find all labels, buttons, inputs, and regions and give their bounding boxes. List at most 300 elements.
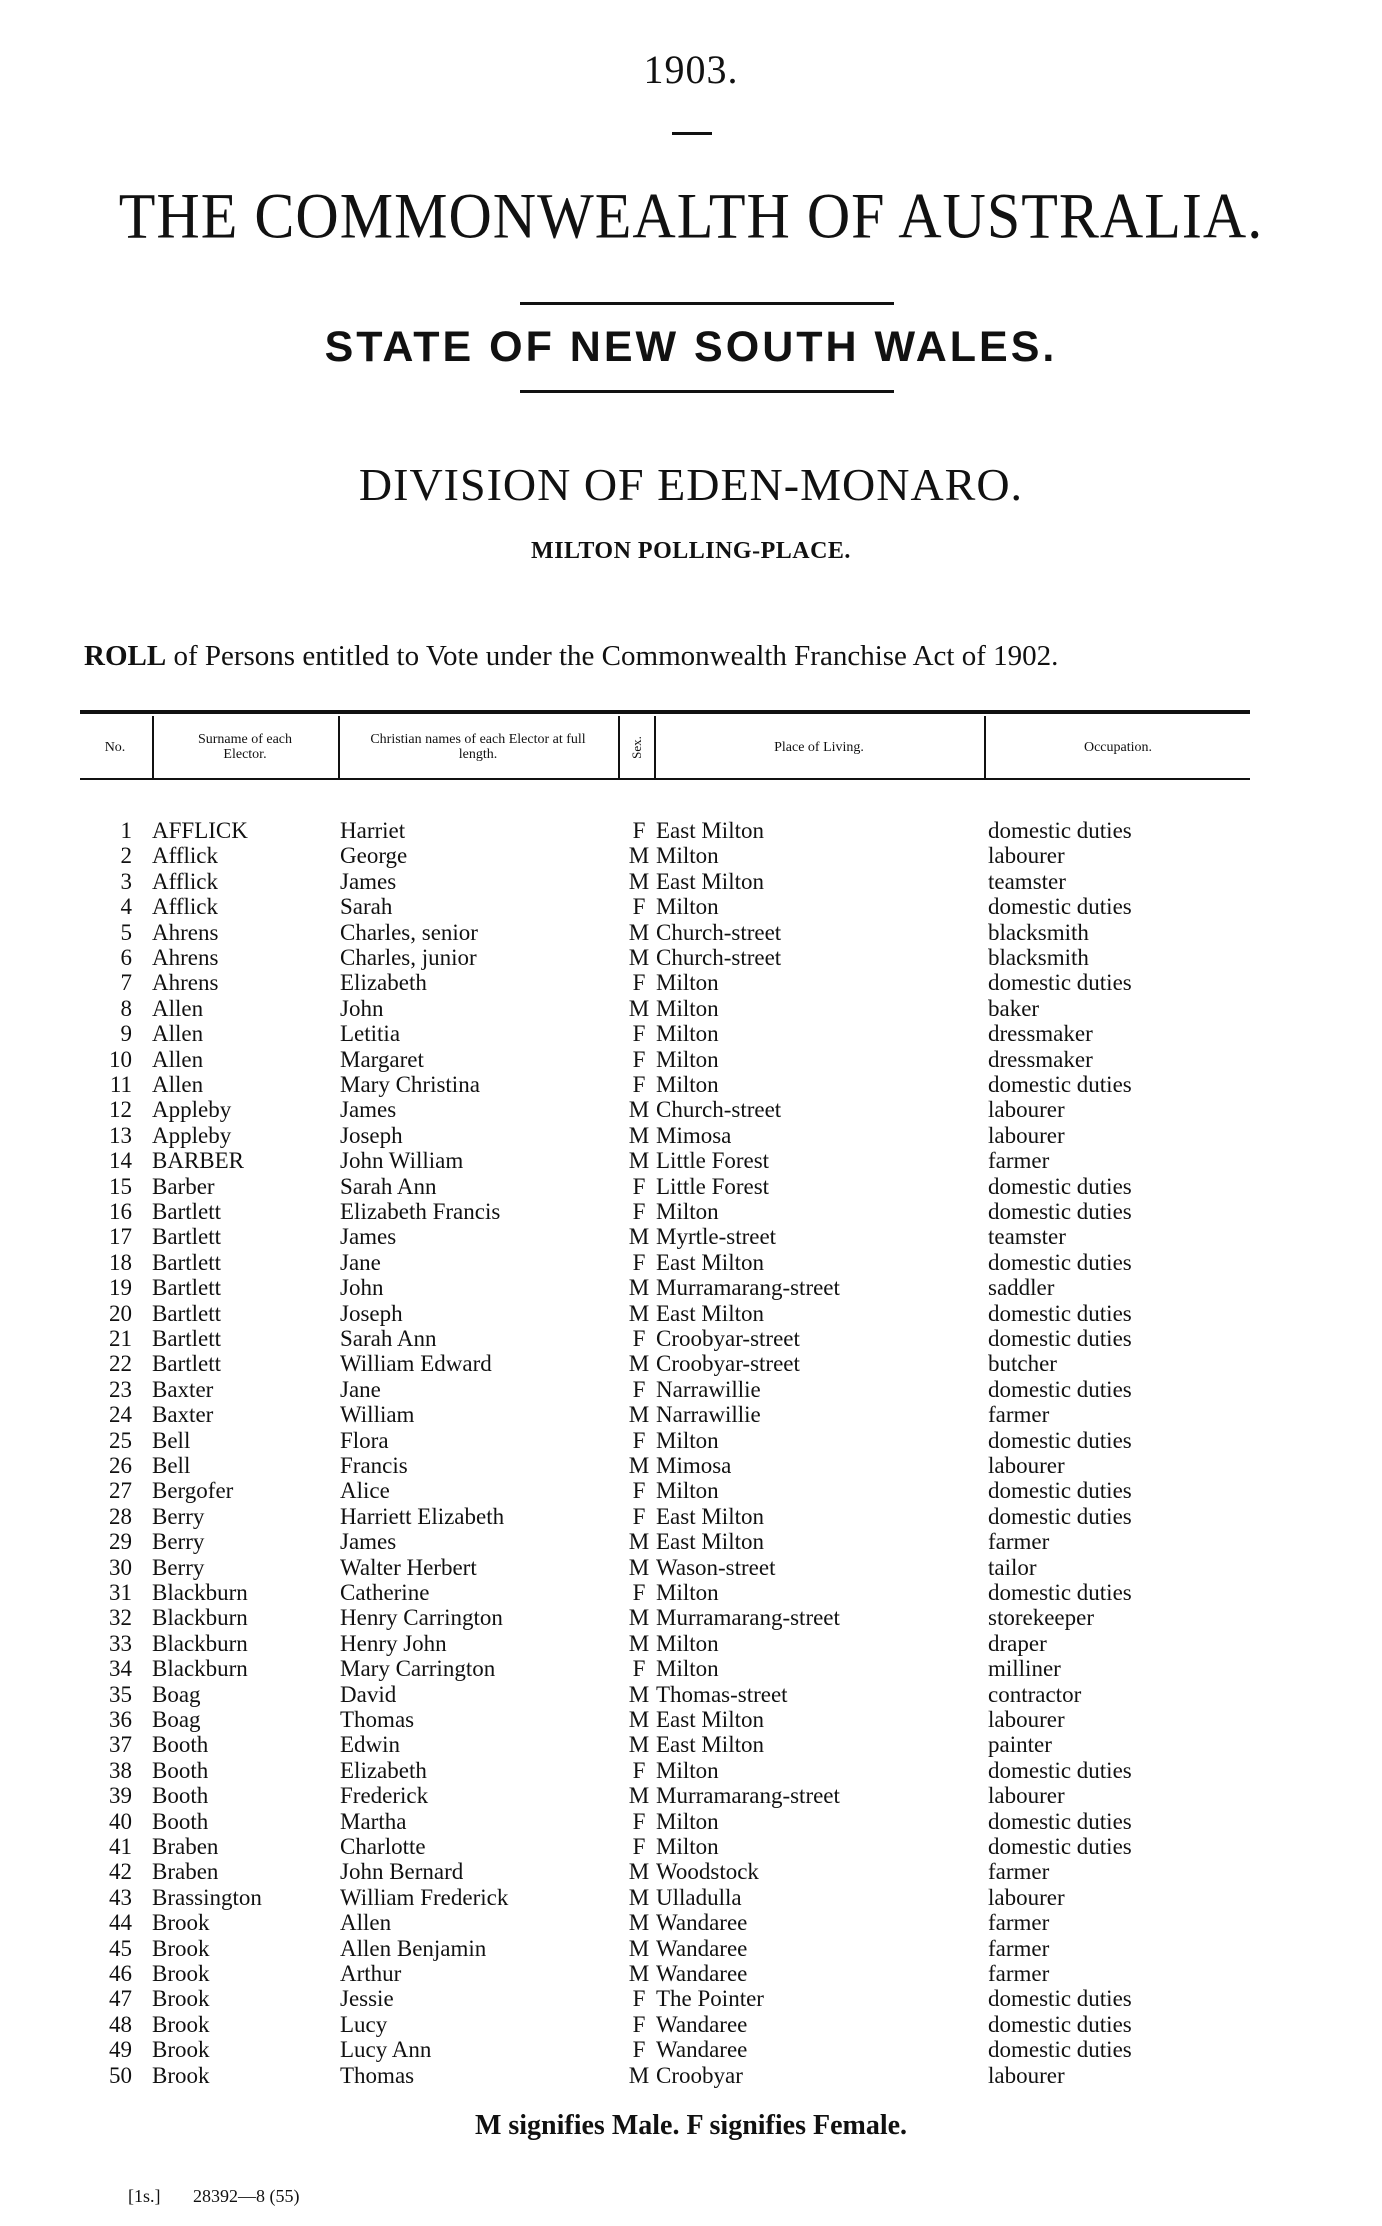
elector-christian-names: Harriett Elizabeth <box>340 1503 505 1529</box>
elector-christian-names: Mary Christina <box>340 1072 480 1097</box>
elector-occupation: labourer <box>988 1097 1065 1123</box>
table-row <box>0 1250 1382 1275</box>
elector-christian-names: Lucy Ann <box>340 2037 432 2063</box>
elector-sex: M <box>628 1884 650 1910</box>
elector-place-of-living: Wandaree <box>656 1910 748 1936</box>
elector-surname: Booth <box>152 1732 209 1758</box>
elector-surname: Brook <box>152 1910 210 1936</box>
table-header <box>80 716 1250 778</box>
elector-sex: M <box>628 1961 650 1986</box>
elector-occupation: domestic duties <box>988 970 1132 996</box>
column-header-no: No. <box>104 739 126 755</box>
elector-christian-names: John Bernard <box>340 1859 464 1885</box>
elector-christian-names: Allen <box>340 1910 392 1936</box>
column-divider <box>338 716 340 778</box>
elector-surname: Allen <box>152 1072 204 1097</box>
elector-sex: F <box>632 1046 646 1072</box>
elector-surname: Afflick <box>152 868 219 894</box>
elector-number: 6 <box>120 945 132 970</box>
elector-christian-names: James <box>340 1097 397 1123</box>
elector-number: 19 <box>109 1275 132 1301</box>
table-row <box>0 1758 1382 1783</box>
table-row <box>0 1453 1382 1478</box>
elector-sex: F <box>632 894 646 920</box>
elector-sex: M <box>628 843 650 869</box>
elector-christian-names: Harriet <box>340 818 406 843</box>
elector-surname: Bartlett <box>152 1224 221 1250</box>
table-row <box>0 1224 1382 1249</box>
elector-surname: Blackburn <box>152 1605 248 1631</box>
table-row <box>0 1809 1382 1834</box>
elector-place-of-living: Murramarang-street <box>656 1783 840 1809</box>
elector-christian-names: Charles, senior <box>340 919 478 945</box>
elector-sex: M <box>628 1097 650 1123</box>
elector-place-of-living: Mimosa <box>656 1122 732 1148</box>
elector-sex: M <box>628 1910 650 1936</box>
elector-sex: M <box>628 945 650 970</box>
sex-legend: M signifies Male. F signifies Female. <box>474 2110 908 2141</box>
elector-sex: M <box>628 1300 650 1326</box>
elector-number: 46 <box>109 1961 132 1986</box>
elector-christian-names: Joseph <box>340 1122 403 1148</box>
elector-christian-names: David <box>340 1681 397 1707</box>
elector-place-of-living: Wandaree <box>656 1935 748 1961</box>
elector-sex: M <box>628 1681 650 1707</box>
elector-occupation: domestic duties <box>988 1580 1132 1605</box>
elector-surname: Bartlett <box>152 1199 221 1224</box>
elector-occupation: domestic duties <box>988 2011 1132 2037</box>
elector-occupation: farmer <box>988 1910 1050 1936</box>
elector-christian-names: Margaret <box>340 1046 424 1072</box>
elector-christian-names: Charlotte <box>340 1834 426 1859</box>
elector-christian-names: Letitia <box>340 1021 401 1047</box>
polling-place-heading: MILTON POLLING-PLACE. <box>531 538 851 564</box>
elector-place-of-living: Little Forest <box>656 1173 770 1199</box>
elector-surname: BARBER <box>152 1148 245 1174</box>
elector-place-of-living: East Milton <box>656 818 764 843</box>
elector-occupation: farmer <box>988 1961 1050 1986</box>
elector-christian-names: William <box>340 1402 415 1428</box>
elector-christian-names: Martha <box>340 1808 407 1834</box>
elector-occupation: domestic duties <box>988 1834 1132 1859</box>
table-row <box>0 843 1382 868</box>
elector-surname: Booth <box>152 1808 209 1834</box>
column-header-place: Place of Living. <box>774 739 864 755</box>
elector-surname: Berry <box>152 1503 205 1529</box>
elector-sex: F <box>632 1986 646 2012</box>
elector-place-of-living: Milton <box>656 894 719 920</box>
elector-christian-names: James <box>340 1224 397 1250</box>
column-divider <box>152 716 154 778</box>
elector-surname: Barber <box>152 1173 215 1199</box>
elector-surname: Blackburn <box>152 1656 248 1682</box>
elector-christian-names: Jane <box>340 1376 381 1402</box>
elector-occupation: farmer <box>988 1935 1050 1961</box>
elector-number: 2 <box>120 843 132 869</box>
elector-sex: F <box>632 1656 646 1682</box>
elector-place-of-living: Murramarang-street <box>656 1605 840 1631</box>
elector-christian-names: John <box>340 1275 384 1301</box>
elector-sex: F <box>632 1808 646 1834</box>
table-row <box>0 920 1382 945</box>
column-header-surname: Surname of each Elector. <box>197 732 293 762</box>
elector-number: 34 <box>109 1656 132 1682</box>
table-row <box>0 945 1382 970</box>
state-heading: STATE OF NEW SOUTH WALES. <box>324 323 1058 371</box>
year: 1903. <box>643 47 739 92</box>
elector-surname: Brook <box>152 1935 210 1961</box>
elector-sex: F <box>632 1757 646 1783</box>
elector-surname: Berry <box>152 1529 205 1555</box>
elector-place-of-living: East Milton <box>656 1529 764 1555</box>
elector-sex: F <box>632 1503 646 1529</box>
elector-place-of-living: Thomas-street <box>656 1681 788 1707</box>
elector-surname: Ahrens <box>152 970 219 996</box>
elector-sex: M <box>628 1707 650 1732</box>
elector-place-of-living: Milton <box>656 1834 719 1859</box>
elector-christian-names: Henry John <box>340 1630 447 1656</box>
elector-number: 43 <box>109 1884 132 1910</box>
elector-occupation: domestic duties <box>988 1376 1132 1402</box>
elector-surname: Afflick <box>152 894 219 920</box>
elector-place-of-living: Milton <box>656 1021 719 1047</box>
table-row <box>0 1961 1382 1986</box>
elector-number: 23 <box>109 1376 132 1402</box>
elector-place-of-living: Narrawillie <box>656 1376 761 1402</box>
table-row <box>0 1377 1382 1402</box>
elector-surname: Allen <box>152 1046 204 1072</box>
elector-number: 30 <box>109 1554 132 1580</box>
elector-occupation: farmer <box>988 1402 1050 1428</box>
elector-place-of-living: Milton <box>656 1757 719 1783</box>
elector-occupation: teamster <box>988 868 1066 894</box>
elector-number: 27 <box>109 1478 132 1504</box>
table-row <box>0 1275 1382 1300</box>
elector-christian-names: John <box>340 995 384 1021</box>
elector-occupation: domestic duties <box>988 1427 1132 1453</box>
table-row <box>0 1910 1382 1935</box>
elector-number: 33 <box>109 1630 132 1656</box>
column-divider <box>984 716 986 778</box>
elector-christian-names: Elizabeth Francis <box>340 1199 501 1224</box>
elector-occupation: labourer <box>988 2062 1065 2088</box>
rule-under-year <box>672 132 712 135</box>
elector-surname: Bartlett <box>152 1275 221 1301</box>
elector-surname: Appleby <box>152 1097 232 1123</box>
elector-sex: F <box>632 1376 646 1402</box>
table-row <box>0 1707 1382 1732</box>
elector-christian-names: James <box>340 1529 397 1555</box>
column-divider <box>618 716 620 778</box>
table-row <box>0 1174 1382 1199</box>
elector-place-of-living: Croobyar-street <box>656 1326 800 1351</box>
elector-surname: Bartlett <box>152 1351 221 1377</box>
elector-sex: M <box>628 995 650 1021</box>
elector-place-of-living: Milton <box>656 970 719 996</box>
printer-footer <box>128 2186 328 2207</box>
elector-christian-names: Jane <box>340 1249 381 1275</box>
elector-place-of-living: East Milton <box>656 1249 764 1275</box>
elector-christian-names: William Edward <box>340 1351 492 1377</box>
elector-sex: F <box>632 1249 646 1275</box>
elector-occupation: domestic duties <box>988 1986 1132 2012</box>
elector-christian-names: Francis <box>340 1453 408 1478</box>
elector-sex: M <box>628 1529 650 1555</box>
elector-occupation: domestic duties <box>988 1300 1132 1326</box>
elector-place-of-living: Milton <box>656 1656 719 1682</box>
elector-place-of-living: Little Forest <box>656 1148 770 1174</box>
elector-christian-names: Arthur <box>340 1961 402 1986</box>
elector-number: 13 <box>109 1122 132 1148</box>
elector-sex: M <box>628 1935 650 1961</box>
document-title: THE COMMONWEALTH OF AUSTRALIA. <box>118 180 1264 252</box>
table-row <box>0 1656 1382 1681</box>
table-row <box>0 1631 1382 1656</box>
table-row <box>0 996 1382 1021</box>
table-row <box>0 869 1382 894</box>
table-row <box>0 1936 1382 1961</box>
elector-occupation: contractor <box>988 1681 1082 1707</box>
elector-occupation: milliner <box>988 1656 1061 1682</box>
elector-sex: M <box>628 1402 650 1428</box>
elector-place-of-living: Milton <box>656 1808 719 1834</box>
elector-surname: Brook <box>152 2011 210 2037</box>
elector-surname: Bartlett <box>152 1249 221 1275</box>
elector-number: 36 <box>109 1707 132 1732</box>
elector-number: 28 <box>109 1503 132 1529</box>
elector-surname: Ahrens <box>152 945 219 970</box>
elector-sex: F <box>632 1580 646 1605</box>
elector-number: 9 <box>120 1021 132 1047</box>
table-row <box>0 1555 1382 1580</box>
elector-occupation: labourer <box>988 1783 1065 1809</box>
elector-number: 16 <box>109 1199 132 1224</box>
elector-sex: M <box>628 1351 650 1377</box>
elector-occupation: domestic duties <box>988 1326 1132 1351</box>
elector-number: 41 <box>109 1834 132 1859</box>
elector-place-of-living: Milton <box>656 843 719 869</box>
elector-number: 40 <box>109 1808 132 1834</box>
table-header-bottom-rule <box>80 778 1250 780</box>
table-row <box>0 1986 1382 2011</box>
elector-place-of-living: Wandaree <box>656 2011 748 2037</box>
table-row <box>0 970 1382 995</box>
elector-surname: Brook <box>152 2062 210 2088</box>
elector-surname: Blackburn <box>152 1580 248 1605</box>
elector-sex: M <box>628 1122 650 1148</box>
elector-surname: Appleby <box>152 1122 232 1148</box>
table-row <box>0 1402 1382 1427</box>
elector-surname: Boag <box>152 1681 201 1707</box>
elector-occupation: domestic duties <box>988 894 1132 920</box>
elector-number: 4 <box>120 894 132 920</box>
elector-surname: Allen <box>152 1021 204 1047</box>
elector-number: 17 <box>109 1224 132 1250</box>
table-row <box>0 1783 1382 1808</box>
table-row <box>0 1097 1382 1122</box>
elector-sex: M <box>628 1732 650 1758</box>
elector-christian-names: Mary Carrington <box>340 1656 496 1682</box>
elector-number: 39 <box>109 1783 132 1809</box>
table-row <box>0 1580 1382 1605</box>
elector-sex: F <box>632 818 646 843</box>
elector-occupation: domestic duties <box>988 1249 1132 1275</box>
elector-sex: M <box>628 1275 650 1301</box>
table-row <box>0 1148 1382 1173</box>
elector-number: 32 <box>109 1605 132 1631</box>
elector-number: 15 <box>109 1173 132 1199</box>
elector-place-of-living: Wandaree <box>656 2037 748 2063</box>
elector-surname: Boag <box>152 1707 201 1732</box>
column-header-christian-names: Christian names of each Elector at full length. <box>370 732 586 762</box>
elector-christian-names: Catherine <box>340 1580 430 1605</box>
elector-occupation: painter <box>988 1732 1052 1758</box>
elector-sex: M <box>628 1605 650 1631</box>
table-row <box>0 2012 1382 2037</box>
elector-number: 47 <box>109 1986 132 2012</box>
elector-number: 37 <box>109 1732 132 1758</box>
elector-surname: Baxter <box>152 1376 214 1402</box>
elector-christian-names: Edwin <box>340 1732 401 1758</box>
elector-surname: Baxter <box>152 1402 214 1428</box>
elector-surname: Braben <box>152 1834 219 1859</box>
elector-occupation: dressmaker <box>988 1046 1093 1072</box>
elector-place-of-living: Mimosa <box>656 1453 732 1478</box>
elector-christian-names: Sarah Ann <box>340 1326 437 1351</box>
elector-surname: Brook <box>152 1961 210 1986</box>
table-row <box>0 1859 1382 1884</box>
elector-place-of-living: Milton <box>656 1199 719 1224</box>
elector-number: 50 <box>109 2062 132 2088</box>
elector-occupation: blacksmith <box>988 919 1089 945</box>
elector-occupation: farmer <box>988 1148 1050 1174</box>
elector-christian-names: Walter Herbert <box>340 1554 477 1580</box>
elector-number: 1 <box>120 818 132 843</box>
elector-number: 12 <box>109 1097 132 1123</box>
elector-sex: M <box>628 1224 650 1250</box>
elector-occupation: saddler <box>988 1275 1055 1301</box>
elector-place-of-living: Milton <box>656 995 719 1021</box>
division-heading: DIVISION OF EDEN-MONARO. <box>358 459 1024 510</box>
elector-occupation: domestic duties <box>988 1478 1132 1504</box>
elector-place-of-living: Milton <box>656 1630 719 1656</box>
table-row <box>0 1428 1382 1453</box>
elector-christian-names: Alice <box>340 1478 390 1504</box>
elector-place-of-living: Church-street <box>656 919 782 945</box>
table-row <box>0 1123 1382 1148</box>
elector-christian-names: Allen Benjamin <box>340 1935 487 1961</box>
elector-number: 29 <box>109 1529 132 1555</box>
column-header-sex: Sex. <box>628 735 644 759</box>
table-row <box>0 1885 1382 1910</box>
elector-occupation: labourer <box>988 1707 1065 1732</box>
elector-occupation: dressmaker <box>988 1021 1093 1047</box>
elector-place-of-living: Milton <box>656 1046 719 1072</box>
elector-number: 48 <box>109 2011 132 2037</box>
elector-christian-names: Jessie <box>340 1986 394 2012</box>
elector-occupation: farmer <box>988 1529 1050 1555</box>
elector-place-of-living: Croobyar <box>656 2062 743 2088</box>
elector-christian-names: Thomas <box>340 2062 415 2088</box>
elector-number: 49 <box>109 2037 132 2063</box>
elector-place-of-living: Woodstock <box>656 1859 759 1885</box>
elector-sex: F <box>632 1427 646 1453</box>
elector-place-of-living: East Milton <box>656 868 764 894</box>
elector-christian-names: George <box>340 843 408 869</box>
elector-occupation: domestic duties <box>988 1808 1132 1834</box>
table-row <box>0 1072 1382 1097</box>
elector-place-of-living: Milton <box>656 1478 719 1504</box>
table-row <box>0 894 1382 919</box>
elector-surname: Allen <box>152 995 204 1021</box>
elector-number: 26 <box>109 1453 132 1478</box>
elector-occupation: domestic duties <box>988 1173 1132 1199</box>
elector-occupation: labourer <box>988 1453 1065 1478</box>
elector-surname: AFFLICK <box>152 818 248 843</box>
elector-number: 7 <box>120 970 132 996</box>
elector-christian-names: Henry Carrington <box>340 1605 503 1631</box>
table-row <box>0 1504 1382 1529</box>
elector-christian-names: Lucy <box>340 2011 388 2037</box>
elector-sex: M <box>628 2062 650 2088</box>
elector-place-of-living: East Milton <box>656 1707 764 1732</box>
elector-place-of-living: Ulladulla <box>656 1884 742 1910</box>
elector-occupation: baker <box>988 995 1040 1021</box>
elector-christian-names: James <box>340 868 397 894</box>
rule-above-state <box>520 302 894 305</box>
elector-christian-names: Flora <box>340 1427 389 1453</box>
elector-occupation: blacksmith <box>988 945 1089 970</box>
elector-occupation: butcher <box>988 1351 1057 1377</box>
elector-number: 10 <box>109 1046 132 1072</box>
elector-place-of-living: Murramarang-street <box>656 1275 840 1301</box>
table-row <box>0 1478 1382 1503</box>
elector-surname: Booth <box>152 1757 209 1783</box>
elector-surname: Blackburn <box>152 1630 248 1656</box>
elector-sex: F <box>632 1173 646 1199</box>
elector-occupation: storekeeper <box>988 1605 1094 1631</box>
elector-place-of-living: Milton <box>656 1072 719 1097</box>
elector-place-of-living: The Pointer <box>656 1986 764 2012</box>
footer-price: [1s.] <box>128 2186 161 2206</box>
elector-number: 25 <box>109 1427 132 1453</box>
elector-place-of-living: East Milton <box>656 1300 764 1326</box>
elector-sex: M <box>628 1630 650 1656</box>
table-row <box>0 1326 1382 1351</box>
elector-place-of-living: East Milton <box>656 1732 764 1758</box>
elector-number: 24 <box>109 1402 132 1428</box>
elector-occupation: tailor <box>988 1554 1037 1580</box>
elector-sex: F <box>632 2037 646 2063</box>
elector-surname: Bartlett <box>152 1326 221 1351</box>
elector-sex: F <box>632 1072 646 1097</box>
elector-occupation: farmer <box>988 1859 1050 1885</box>
elector-christian-names: Elizabeth <box>340 1757 427 1783</box>
elector-occupation: labourer <box>988 1884 1065 1910</box>
elector-number: 21 <box>109 1326 132 1351</box>
elector-christian-names: Sarah Ann <box>340 1173 437 1199</box>
table-row <box>0 1047 1382 1072</box>
elector-place-of-living: Wason-street <box>656 1554 776 1580</box>
elector-occupation: domestic duties <box>988 818 1132 843</box>
elector-occupation: domestic duties <box>988 1503 1132 1529</box>
table-row <box>0 1301 1382 1326</box>
elector-number: 45 <box>109 1935 132 1961</box>
roll-heading-text: of Persons entitled to Vote under the Commonwealth Franchise Act of 1902. <box>166 640 1059 672</box>
elector-place-of-living: Narrawillie <box>656 1402 761 1428</box>
elector-sex: M <box>628 1453 650 1478</box>
elector-sex: F <box>632 1199 646 1224</box>
